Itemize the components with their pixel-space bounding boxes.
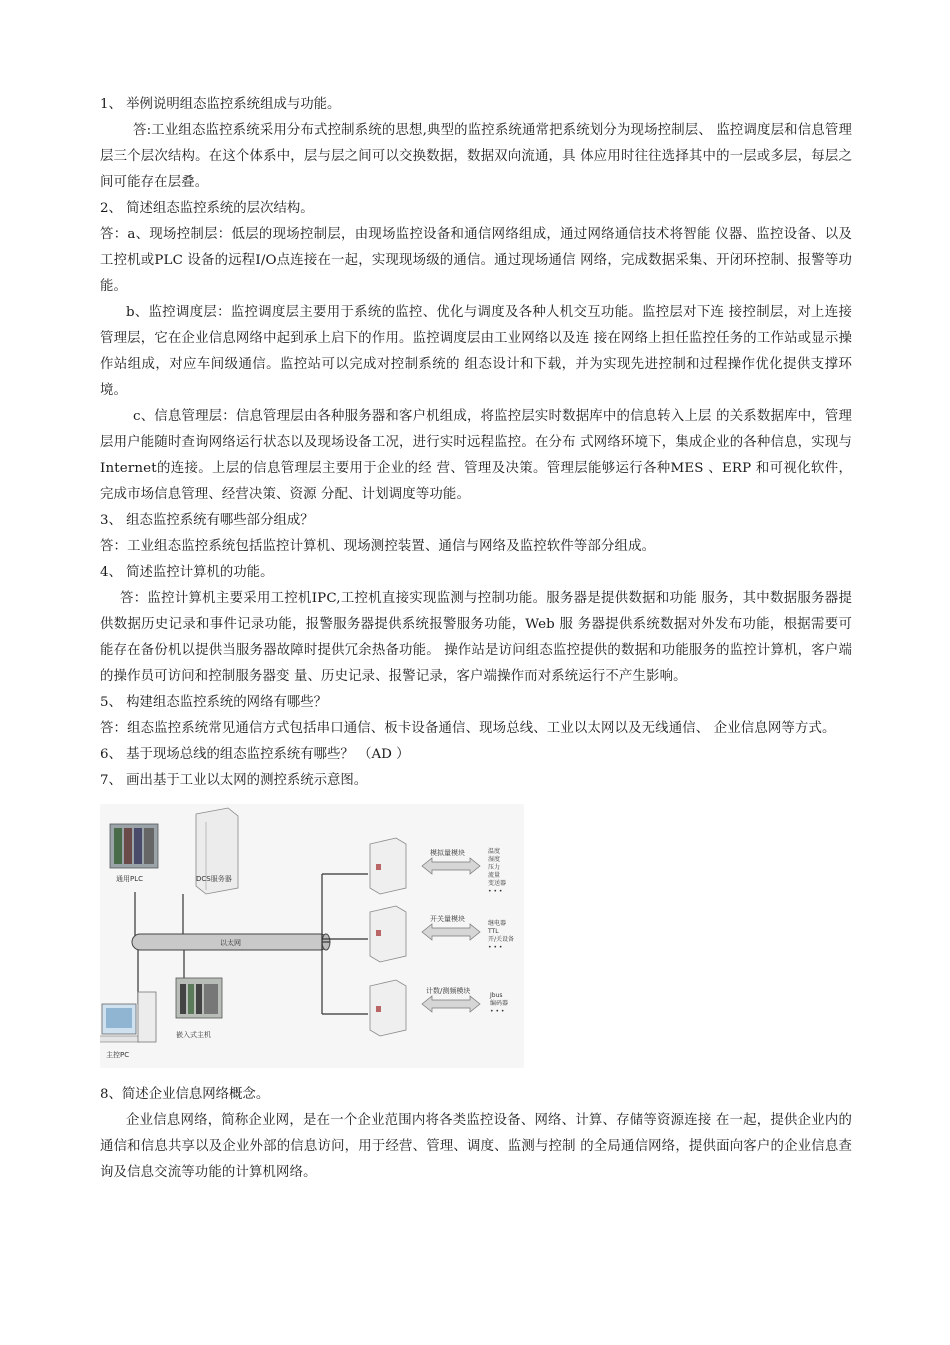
answer-8: 企业信息网络，简称企业网，是在一个企业范围内将各类监控设备、网络、计算、存储等资源连接 在一起，提供企业内的通信和信息共享以及企业外部的信息访问，用于经营、管理、调度、监测与控制 的全局通信网络，提供面向客户的企业信息查询及信息交流等功能的计算机网络。 (100, 1113, 852, 1180)
embedded-host-device (176, 978, 222, 1018)
device-item: • • • (488, 944, 503, 951)
devices-list-2 (488, 920, 514, 952)
device-item: 压力 (488, 864, 501, 871)
double-arrow-1 (422, 858, 480, 874)
device-item: 温度 (488, 848, 501, 855)
answer-2b: b、监控调度层：监控调度层主要用于系统的监控、优化与调度及各种人机交互功能。监控层对下连 接控制层，对上连接管理层，它在企业信息网络中起到承上启下的作用。监控调度层由工业网络以及连 接在网络上担任监控任务的工作站或显示操作站组成，对应车间级通信。监控站可以完成对控制系统的 组态设计和下载，并为实现先进控制和过程操作优化提供支撑环境。 (100, 305, 852, 398)
module-box-1 (370, 838, 406, 894)
answer-5: 答：组态监控系统常见通信方式包括串口通信、板卡设备通信、现场总线、工业以太网以及无线通信、 企业信息网等方式。 (100, 721, 836, 736)
question-7: 7、 画出基于工业以太网的测控系统示意图。 (100, 773, 368, 788)
devices-list-1 (488, 848, 506, 896)
device-item: 流量 (488, 872, 501, 879)
module-label-2: 开关量模块 (430, 915, 465, 923)
diagram-graphic (100, 804, 524, 1068)
answer-2a: 答：a、现场控制层：低层的现场控制层，由现场监控设备和通信网络组成，通过网络通信技术将智能 仪器、监控设备、以及工控机或PLC 设备的远程I/O点连接在一起，实现现场级的通信。通过现场通信 网络，完成数据采集、开闭环控制、报警等功能。 (100, 227, 852, 294)
answer-1: 答:工业组态监控系统采用分布式控制系统的思想,典型的监控系统通常把系统划分为现场控制层、 监控调度层和信息管理层三个层次结构。在这个体系中，层与层之间可以交换数据，数据双向流通，具 体应用时往往选择其中的一层或多层，每层之间可能存在层叠。 (100, 123, 852, 190)
ethernet-diagram (100, 804, 524, 1068)
device-item: • • • (490, 1008, 505, 1015)
embedded-label: 嵌入式主机 (176, 1031, 211, 1039)
module-label-3: 计数/测频模块 (426, 987, 471, 995)
question-5: 5、 构建组态监控系统的网络有哪些？ (100, 695, 328, 710)
document-page (100, 92, 852, 1186)
question-3: 3、 组态监控系统有哪些部分组成？ (100, 513, 314, 528)
device-item: 继电器 (488, 920, 507, 927)
devices-list-3 (490, 992, 508, 1016)
device-item: TTL (488, 928, 499, 935)
device-item: 编码器 (490, 1000, 509, 1007)
main-pc-device (100, 992, 156, 1042)
device-item: 开/关设备 (488, 936, 515, 943)
pc-label: 主控PC (106, 1051, 130, 1059)
device-item: 湿度 (488, 856, 501, 863)
question-8: 8、简述企业信息网络概念。 (100, 1087, 270, 1102)
question-6: 6、 基于现场总线的组态监控系统有哪些？ （AD ） (100, 747, 410, 762)
module-label-1: 模拟量模块 (430, 849, 465, 857)
module-box-2 (370, 906, 406, 962)
double-arrow-3 (422, 996, 480, 1012)
question-2: 2、 简述组态监控系统的层次结构。 (100, 201, 314, 216)
double-arrow-2 (422, 924, 480, 940)
dcs-label: DCS服务器 (196, 875, 232, 883)
bus-label: 以太网 (220, 939, 241, 947)
plc-label: 通用PLC (116, 875, 144, 883)
device-item: 变送器 (488, 880, 507, 887)
question-4: 4、 简述监控计算机的功能。 (100, 565, 274, 580)
answer-4: 答：监控计算机主要采用工控机IPC,工控机直接实现监测与控制功能。服务器是提供数据和功能 服务，其中数据服务器提供数据历史记录和事件记录功能，报警服务器提供系统报警服务功能，Web 服 务器提供系统数据对外发布功能，根据需要可能存在备份机以提供当服务器故障时提供冗余热备功能。 操作站是访问组态监控提供的数据和功能服务的监控计算机，客户端的操作员可访问和控制服务器变 量、历史记录、报警记录，客户端操作而对系统运行不产生影响。 (100, 591, 852, 684)
answer-2c: c、信息管理层：信息管理层由各种服务器和客户机组成，将监控层实时数据库中的信息转入上层 的关系数据库中，管理层用户能随时查询网络运行状态以及现场设备工况，进行实时远程监控。在分布 式网络环境下，集成企业的各种信息，实现与 Internet的连接。上层的信息管理层主要用于企业的经 营、管理及决策。管理层能够运行各种MES 、ERP 和可视化软件，完成市场信息管理、经营决策、资源 分配、计划调度等功能。 (100, 409, 852, 502)
answer-3: 答：工业组态监控系统包括监控计算机、现场测控装置、通信与网络及监控软件等部分组成。 (100, 539, 656, 554)
device-item: Jbus (490, 992, 503, 999)
question-1: 1、 举例说明组态监控系统组成与功能。 (100, 97, 341, 112)
device-item: • • • (488, 888, 503, 895)
module-box-3 (370, 980, 406, 1036)
